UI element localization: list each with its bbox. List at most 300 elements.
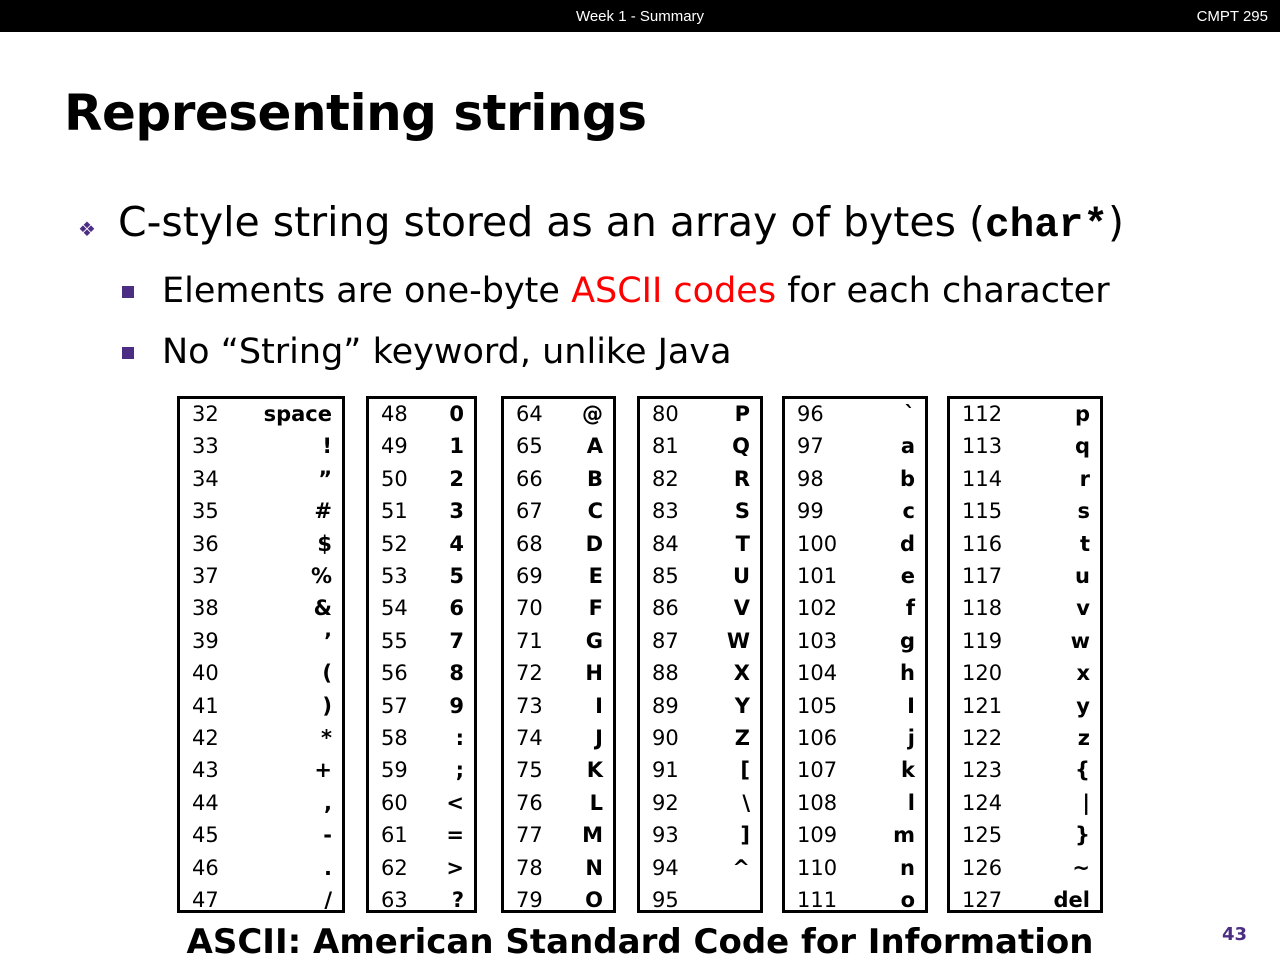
ascii-char: +	[314, 758, 332, 783]
ascii-code: 35	[192, 499, 219, 524]
ascii-char: F	[588, 596, 603, 621]
ascii-code: 125	[962, 823, 1003, 848]
ascii-row	[950, 497, 1100, 529]
ascii-row	[369, 886, 474, 918]
ascii-char: :	[455, 726, 464, 750]
ascii-char: s	[1077, 499, 1090, 524]
ascii-char: space	[263, 402, 332, 426]
ascii-code: 115	[962, 499, 1003, 524]
ascii-code: 77	[516, 823, 543, 848]
ascii-code: 87	[652, 628, 679, 653]
ascii-row	[785, 562, 925, 594]
ascii-char: f	[905, 596, 915, 621]
ascii-row	[640, 821, 760, 853]
ascii-row	[640, 886, 760, 918]
ascii-char: del	[1053, 888, 1090, 912]
ascii-code: 108	[797, 790, 838, 815]
ascii-row	[369, 854, 474, 886]
ascii-row	[180, 854, 342, 886]
ascii-row	[504, 821, 613, 853]
ascii-row	[950, 724, 1100, 756]
ascii-char: q	[1074, 434, 1090, 459]
ascii-code: 53	[381, 564, 408, 588]
ascii-code: 41	[192, 693, 219, 718]
ascii-code: 63	[381, 888, 408, 912]
ascii-row	[785, 594, 925, 626]
ascii-row	[640, 432, 760, 464]
ascii-char: l	[907, 790, 915, 815]
ascii-code: 85	[652, 564, 679, 588]
ascii-char: E	[588, 564, 603, 588]
ascii-char: %	[310, 564, 332, 588]
ascii-code: 61	[381, 823, 408, 848]
ascii-row	[180, 627, 342, 659]
ascii-row	[950, 562, 1100, 594]
ascii-row	[640, 789, 760, 821]
ascii-char: &	[313, 596, 332, 621]
ascii-char: J	[595, 726, 603, 750]
ascii-code: 122	[962, 726, 1003, 750]
ascii-code: 114	[962, 466, 1003, 491]
ascii-code: 119	[962, 628, 1003, 653]
ascii-char: b	[899, 466, 915, 491]
ascii-code: 103	[797, 628, 838, 653]
ascii-code: 73	[516, 693, 543, 718]
ascii-row	[640, 497, 760, 529]
ascii-row	[785, 756, 925, 788]
ascii-code: 70	[516, 596, 543, 621]
ascii-code: 37	[192, 564, 219, 588]
ascii-column-1	[177, 396, 345, 913]
ascii-row	[950, 432, 1100, 464]
ascii-char: <	[446, 790, 464, 815]
ascii-code: 45	[192, 823, 219, 848]
ascii-char: K	[586, 758, 603, 783]
ascii-row	[640, 627, 760, 659]
ascii-char: Y	[734, 693, 750, 718]
ascii-code: 112	[962, 402, 1003, 426]
ascii-char: =	[446, 823, 464, 848]
ascii-row	[785, 627, 925, 659]
bullet2-after: for each character	[776, 271, 1110, 311]
ascii-code: 110	[797, 855, 838, 880]
ascii-code: 65	[516, 434, 543, 459]
ascii-code: 50	[381, 466, 408, 491]
ascii-row	[640, 756, 760, 788]
ascii-row	[369, 724, 474, 756]
ascii-code: 111	[797, 888, 838, 912]
ascii-char: ~	[1072, 855, 1090, 880]
ascii-char: 3	[449, 499, 464, 524]
ascii-code: 49	[381, 434, 408, 459]
ascii-char: c	[902, 499, 915, 524]
ascii-row	[950, 627, 1100, 659]
ascii-code: 124	[962, 790, 1003, 815]
ascii-code: 101	[797, 564, 838, 588]
ascii-code: 97	[797, 434, 824, 459]
ascii-char: 8	[449, 661, 464, 686]
ascii-char: 9	[449, 693, 464, 718]
ascii-row	[640, 465, 760, 497]
ascii-code: 127	[962, 888, 1003, 912]
ascii-code: 54	[381, 596, 408, 621]
ascii-code: 90	[652, 726, 679, 750]
ascii-row	[950, 692, 1100, 724]
ascii-code: 34	[192, 466, 219, 491]
ascii-char: t	[1079, 531, 1090, 556]
ascii-row	[369, 594, 474, 626]
ascii-code: 40	[192, 661, 219, 686]
ascii-char: /	[324, 888, 332, 912]
square-bullet-icon	[122, 347, 134, 359]
ascii-char: 0	[449, 402, 464, 426]
ascii-code: 81	[652, 434, 679, 459]
ascii-row	[369, 400, 474, 432]
ascii-row	[180, 465, 342, 497]
ascii-char: 6	[449, 596, 464, 621]
ascii-code: 42	[192, 726, 219, 750]
ascii-code: 68	[516, 531, 543, 556]
ascii-char: ,	[324, 790, 332, 815]
ascii-char: N	[585, 855, 603, 880]
ascii-row	[785, 821, 925, 853]
ascii-row	[950, 789, 1100, 821]
ascii-row	[640, 400, 760, 432]
ascii-char: 5	[449, 564, 464, 588]
ascii-code: 75	[516, 758, 543, 783]
ascii-char: @	[582, 402, 603, 426]
ascii-code: 117	[962, 564, 1003, 588]
ascii-code: 32	[192, 402, 219, 426]
ascii-row	[180, 821, 342, 853]
ascii-char: r	[1079, 466, 1090, 491]
ascii-char: y	[1076, 693, 1090, 718]
ascii-code: 56	[381, 661, 408, 686]
ascii-char: O	[585, 888, 603, 912]
ascii-code: 58	[381, 726, 408, 750]
ascii-code: 91	[652, 758, 679, 783]
ascii-char: _	[739, 888, 750, 912]
ascii-code: 39	[192, 628, 219, 653]
bullet1-code: char*	[985, 203, 1109, 249]
ascii-code: 95	[652, 888, 679, 912]
ascii-row	[369, 530, 474, 562]
ascii-row	[950, 659, 1100, 691]
square-bullet-icon	[122, 286, 134, 298]
ascii-char: $	[317, 531, 332, 556]
ascii-code: 38	[192, 596, 219, 621]
ascii-row	[504, 854, 613, 886]
ascii-row	[180, 789, 342, 821]
ascii-char: x	[1076, 661, 1090, 686]
ascii-code: 98	[797, 466, 824, 491]
ascii-code: 113	[962, 434, 1003, 459]
ascii-row	[785, 432, 925, 464]
ascii-char: C	[587, 499, 603, 524]
ascii-char: 7	[449, 628, 464, 653]
ascii-code: 64	[516, 402, 543, 426]
ascii-code: 93	[652, 823, 679, 848]
ascii-column-5	[782, 396, 928, 913]
ascii-code: 83	[652, 499, 679, 524]
ascii-code: 60	[381, 790, 408, 815]
ascii-code: 48	[381, 402, 408, 426]
ascii-char: u	[1075, 564, 1090, 588]
ascii-char: o	[900, 888, 915, 912]
ascii-code: 46	[192, 855, 219, 880]
ascii-code: 121	[962, 693, 1003, 718]
ascii-code: 96	[797, 402, 824, 426]
ascii-code: 57	[381, 693, 408, 718]
ascii-char: h	[900, 661, 915, 686]
ascii-code: 36	[192, 531, 219, 556]
ascii-row	[504, 465, 613, 497]
ascii-code: 106	[797, 726, 838, 750]
ascii-code: 118	[962, 596, 1003, 621]
ascii-row	[369, 789, 474, 821]
ascii-char: {	[1075, 758, 1090, 783]
ascii-code: 51	[381, 499, 408, 524]
ascii-row	[950, 886, 1100, 918]
ascii-row	[180, 756, 342, 788]
ascii-row	[369, 659, 474, 691]
ascii-column-3	[501, 396, 616, 913]
ascii-row	[504, 659, 613, 691]
ascii-char: p	[1074, 402, 1090, 426]
ascii-char: 4	[449, 531, 464, 556]
ascii-code: 100	[797, 531, 838, 556]
ascii-code: 47	[192, 888, 219, 912]
ascii-code: 92	[652, 790, 679, 815]
ascii-row	[640, 530, 760, 562]
ascii-code: 76	[516, 790, 543, 815]
page-number: 43	[1221, 924, 1247, 945]
ascii-code: 72	[516, 661, 543, 686]
diamond-bullet-icon: ❖	[78, 217, 96, 241]
ascii-row	[369, 821, 474, 853]
ascii-code: 55	[381, 628, 408, 653]
ascii-code: 107	[797, 758, 838, 783]
ascii-char: [	[740, 758, 750, 783]
ascii-code: 62	[381, 855, 408, 880]
ascii-char: }	[1075, 823, 1090, 848]
ascii-row	[640, 562, 760, 594]
ascii-row	[640, 594, 760, 626]
ascii-column-2	[366, 396, 477, 913]
ascii-row	[369, 562, 474, 594]
ascii-row	[504, 627, 613, 659]
ascii-char: ”	[318, 466, 332, 491]
ascii-code: 33	[192, 434, 219, 459]
ascii-row	[369, 756, 474, 788]
ascii-char: v	[1076, 596, 1090, 621]
ascii-code: 105	[797, 693, 838, 718]
ascii-row	[640, 724, 760, 756]
ascii-char: H	[585, 661, 603, 686]
ascii-row	[369, 692, 474, 724]
ascii-char: .	[324, 855, 332, 880]
ascii-char: k	[901, 758, 915, 783]
slide-title: Representing strings	[64, 84, 647, 142]
ascii-code: 123	[962, 758, 1003, 783]
ascii-row	[640, 854, 760, 886]
ascii-code: 120	[962, 661, 1003, 686]
ascii-char: a	[900, 434, 915, 459]
ascii-code: 82	[652, 466, 679, 491]
ascii-code: 44	[192, 790, 219, 815]
bullet2-before: Elements are one-byte	[162, 271, 572, 311]
ascii-char: B	[586, 466, 603, 491]
ascii-row	[180, 562, 342, 594]
ascii-char: g	[899, 628, 915, 653]
ascii-row	[785, 465, 925, 497]
ascii-char: #	[314, 499, 332, 524]
ascii-row	[785, 530, 925, 562]
ascii-char: T	[735, 531, 750, 556]
ascii-code: 89	[652, 693, 679, 718]
ascii-char: d	[899, 531, 915, 556]
ascii-char: ?	[451, 888, 464, 912]
ascii-row	[504, 789, 613, 821]
ascii-char: ]	[740, 823, 750, 848]
ascii-row	[504, 432, 613, 464]
ascii-row	[504, 594, 613, 626]
ascii-code: 66	[516, 466, 543, 491]
ascii-char: m	[893, 823, 915, 848]
ascii-code: 126	[962, 855, 1003, 880]
ascii-code: 80	[652, 402, 679, 426]
ascii-char: z	[1077, 726, 1090, 750]
bullet1-prefix: C-style string stored as an array of bytes (	[118, 198, 985, 246]
header-section-title: Week 1 - Summary	[575, 8, 705, 25]
slide-header-bar	[0, 0, 1280, 32]
ascii-char: I	[595, 693, 603, 718]
ascii-row	[180, 530, 342, 562]
ascii-row	[180, 497, 342, 529]
ascii-row	[950, 854, 1100, 886]
ascii-char: ;	[455, 758, 464, 783]
ascii-char: D	[585, 531, 603, 556]
ascii-char: G	[585, 628, 603, 653]
ascii-code: 52	[381, 531, 408, 556]
ascii-code: 78	[516, 855, 543, 880]
ascii-row	[640, 659, 760, 691]
ascii-char: (	[322, 661, 332, 686]
ascii-row	[504, 886, 613, 918]
slide-footer-caption: ASCII: American Standard Code for Information	[186, 922, 1094, 962]
bullet2-highlight: ASCII codes	[571, 271, 777, 311]
ascii-row	[369, 465, 474, 497]
ascii-code: 79	[516, 888, 543, 912]
ascii-char: M	[582, 823, 603, 848]
ascii-row	[785, 886, 925, 918]
ascii-row	[180, 659, 342, 691]
ascii-row	[180, 432, 342, 464]
ascii-row	[504, 530, 613, 562]
header-course-code: CMPT 295	[1196, 8, 1268, 25]
ascii-row	[369, 627, 474, 659]
ascii-char: S	[734, 499, 750, 524]
ascii-code: 104	[797, 661, 838, 686]
ascii-row	[950, 400, 1100, 432]
ascii-row	[785, 400, 925, 432]
ascii-code: 99	[797, 499, 824, 524]
ascii-row	[950, 594, 1100, 626]
ascii-code: 69	[516, 564, 543, 588]
ascii-char: X	[733, 661, 750, 686]
ascii-char: *	[321, 726, 332, 750]
ascii-row	[785, 854, 925, 886]
ascii-code: 59	[381, 758, 408, 783]
bullet1-suffix: )	[1108, 198, 1125, 246]
ascii-char: ^	[732, 855, 750, 880]
ascii-code: 67	[516, 499, 543, 524]
ascii-char: e	[900, 564, 915, 588]
ascii-char: ’	[324, 628, 332, 653]
ascii-char: j	[907, 726, 915, 750]
ascii-code: 86	[652, 596, 679, 621]
ascii-row	[504, 562, 613, 594]
ascii-char: I	[907, 693, 915, 718]
ascii-char: L	[589, 790, 603, 815]
ascii-row	[785, 724, 925, 756]
ascii-char: )	[322, 693, 332, 718]
ascii-char: A	[586, 434, 603, 459]
ascii-char: w	[1070, 628, 1090, 653]
ascii-char: n	[900, 855, 915, 880]
ascii-column-4	[637, 396, 763, 913]
ascii-char: `	[904, 402, 915, 426]
ascii-char: 1	[449, 434, 464, 459]
ascii-row	[504, 497, 613, 529]
ascii-column-6	[947, 396, 1103, 913]
ascii-row	[950, 465, 1100, 497]
ascii-char: P	[734, 402, 750, 426]
bullet3-text: No “String” keyword, unlike Java	[162, 332, 732, 372]
ascii-row	[369, 432, 474, 464]
ascii-row	[504, 400, 613, 432]
ascii-char: Z	[734, 726, 750, 750]
ascii-code: 94	[652, 855, 679, 880]
ascii-code: 71	[516, 628, 543, 653]
ascii-row	[180, 400, 342, 432]
ascii-row	[950, 821, 1100, 853]
ascii-row	[785, 497, 925, 529]
ascii-row	[504, 692, 613, 724]
ascii-code: 74	[516, 726, 543, 750]
ascii-code: 43	[192, 758, 219, 783]
ascii-char: U	[732, 564, 750, 588]
ascii-char: >	[446, 855, 464, 880]
ascii-row	[180, 692, 342, 724]
ascii-row	[950, 756, 1100, 788]
ascii-row	[785, 692, 925, 724]
ascii-row	[785, 659, 925, 691]
ascii-char: -	[323, 823, 332, 848]
ascii-char: W	[726, 628, 750, 653]
ascii-char: |	[1082, 790, 1090, 815]
ascii-code: 84	[652, 531, 679, 556]
ascii-row	[180, 594, 342, 626]
ascii-char: V	[733, 596, 750, 621]
ascii-char: !	[322, 434, 332, 459]
ascii-row	[180, 724, 342, 756]
ascii-row	[504, 724, 613, 756]
ascii-row	[785, 789, 925, 821]
ascii-code: 102	[797, 596, 838, 621]
ascii-char: Q	[732, 434, 750, 459]
ascii-row	[369, 497, 474, 529]
